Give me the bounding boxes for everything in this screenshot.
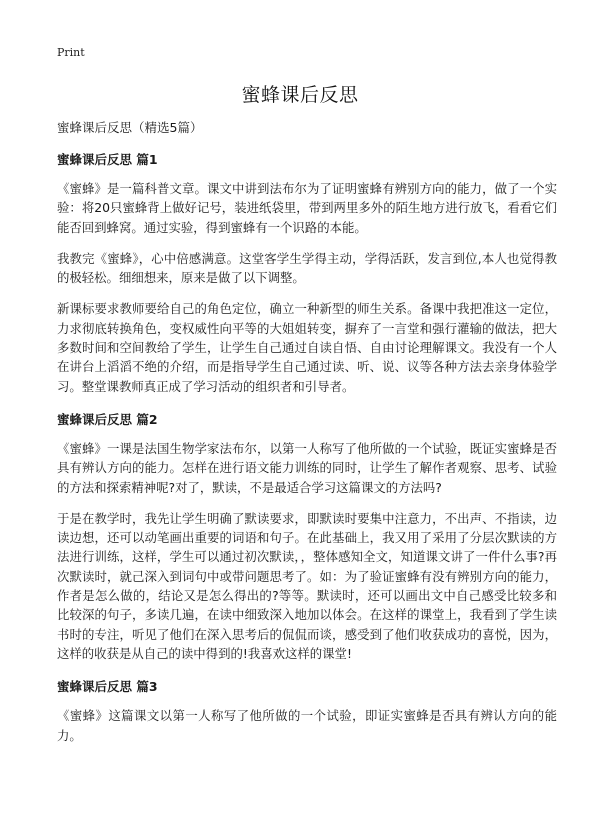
paragraph: 《蜜蜂》这篇课文以第一人称写了他所做的一个试验，即证实蜜蜂是否具有辨认方向的能力。 xyxy=(57,708,557,743)
paragraph: 《蜜蜂》一课是法国生物学家法布尔，以第一人称写了他所做的一个试验，既证实蜜蜂是否具有辨认方向的能力。怎样在进行语文能力训练的同时，让学生了解作者观察、思考、试验的方法和探索精神呢?对了，默读，不是最适合学习这篇课文的方法吗? xyxy=(57,440,557,495)
paragraph: 我教完《蜜蜂》，心中倍感满意。这堂客学生学得主动，学得活跃，发言到位,本人也觉得教的极轻松。细细想来，原来是做了以下调整。 xyxy=(57,250,557,286)
document-subtitle: 蜜蜂课后反思（精选5篇） xyxy=(57,120,203,135)
page-title: 蜜蜂课后反思 xyxy=(241,84,359,106)
section-heading: 蜜蜂课后反思 篇3 xyxy=(57,679,158,695)
paragraph: 于是在教学时，我先让学生明确了默读要求，即默读时要集中注意力，不出声、不指读，边读边想，还可以动笔画出重要的词语和句子。在此基础上，我又用了采用了分层次默读的方法进行训练，这样，学生可以通过初次默读，，整体感知全文，知道课文讲了一件什么事?再次默读时，就己深入到词句中或带问题思考了。如：为了验证蜜蜂有没有辨别方向的能力，作者是怎么做的，结论又是怎么得出的?等等。默读时，还可以画出文中自己感受比较多和比较深的句子，多读几遍，在读中细致深入地加以体会。在这样的课堂上，我看到了学生读书时的专注，听见了他们在深入思考后的侃侃而谈，感受到了他们收获成功的喜悦，因为，这样的收获是从自己的读中得到的!我喜欢这样的课堂! xyxy=(57,510,557,661)
print-label[interactable]: Print xyxy=(57,46,85,59)
section-3 xyxy=(57,677,557,745)
section-2 xyxy=(57,410,557,663)
section-heading: 蜜蜂课后反思 篇2 xyxy=(57,411,158,427)
paragraph: 《蜜蜂》是一篇科普文章。课文中讲到法布尔为了证明蜜蜂有辨别方向的能力，做了一个实验：将20只蜜蜂背上做好记号，装进纸袋里，带到两里多外的陌生地方进行放飞，看看它们能否回到蜂窝。通过实验，得到蜜蜂有一个识路的本能。 xyxy=(57,181,557,235)
section-1 xyxy=(57,150,557,396)
section-heading: 蜜蜂课后反思 篇1 xyxy=(57,152,158,167)
paragraph: 新课标要求教师要给自己的角色定位，确立一种新型的师生关系。备课中我把准这一定位，力求彻底转换角色，变权威性向平等的大姐姐转变，摒弃了一言堂和强行灌输的做法，把大多数时间和空间教给了学生，让学生自己通过自读自悟、自由讨论理解课文。我没有一个人在讲台上滔滔不绝的介绍，而是指导学生自己通过读、听、说、议等各种方法去亲身体验学习。整堂课教师真正成了学习活动的组织者和引导者。 xyxy=(57,301,557,394)
document-body xyxy=(57,118,557,757)
